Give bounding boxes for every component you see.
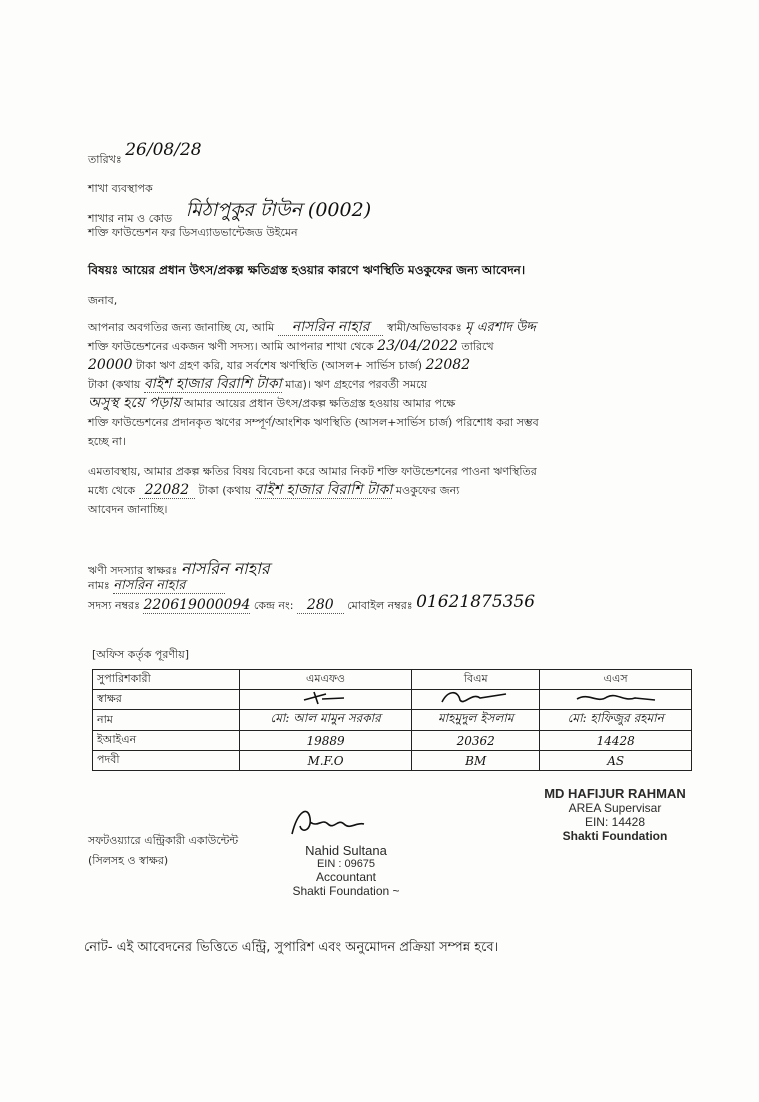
- body-line-2b: তারিখে: [461, 340, 494, 353]
- bm-name: মাহমুদুল ইসলাম: [412, 710, 540, 731]
- p2-line-1: এমতাবস্থায়, আমার প্রকল্প ক্ষতির বিষয় বিবেচনা করে আমার নিকট শক্তি ফাউন্ডেশনের পাওনা ঋণস্থিতির: [88, 465, 537, 478]
- as-signature-mark: [571, 690, 661, 706]
- org-line: শক্তি ফাউন্ডেশন ফর ডিসএ্যাডভান্টেজড উইমেন: [88, 226, 298, 239]
- member-name-value: নাসরিন নাহার: [113, 578, 225, 594]
- accountant-ein: EIN : 09675: [316, 858, 376, 870]
- body-line-1a: আপনার অবগতির জন্য জানাচ্ছি যে, আমি: [88, 321, 275, 334]
- loan-balance-fill: 22082: [425, 357, 471, 373]
- reason-fill: অসুস্থ হয়ে পড়ায়: [88, 395, 181, 411]
- p2-line-3: আবেদন জানাচ্ছি।: [88, 503, 168, 516]
- accountant-signature: [288, 804, 368, 840]
- bm-ein: 20362: [412, 731, 540, 751]
- table-row-designation: [93, 751, 692, 771]
- body-line-4b: মাত্র)। ঋণ গ্রহণের পরবর্তী সময়ে: [285, 378, 428, 391]
- mobile-label: মোবাইল নম্বরঃ: [347, 599, 413, 612]
- body-line-3a: টাকা ঋণ গ্রহণ করি, যার সর্বশেষ ঋণস্থিতি (আসল+ সার্ভিস চার্জ): [136, 359, 423, 372]
- approval-table: [92, 669, 692, 771]
- row-label-name: নাম: [93, 710, 240, 731]
- accountant-label-2: (সিলসহ ও স্বাক্ষর): [88, 854, 169, 867]
- center-label: কেন্দ্র নং:: [253, 599, 294, 612]
- stamp-as-ein: EIN: 14428: [584, 815, 646, 829]
- row-label-designation: পদবী: [93, 751, 240, 771]
- body-line-5a: আমার আয়ের প্রধান উৎস/প্রকল্প ক্ষতিগ্রস্ত হওয়ায় আমার পক্ষে: [184, 397, 456, 410]
- body-line-7: হচ্ছে না।: [88, 435, 126, 448]
- stamp-as-title: AREA Supervisar: [568, 801, 662, 815]
- stamp-as-name: MD HAFIJUR RAHMAN: [544, 786, 686, 801]
- mobile-value: 01621875356: [416, 592, 536, 612]
- accountant-title: Accountant: [315, 870, 377, 884]
- member-signature: নাসরিন নাহার: [180, 559, 270, 578]
- stamp-as-org: Shakti Foundation: [562, 829, 668, 843]
- date-row: [88, 140, 202, 170]
- mfo-name: মো: আল মামুন সরকার: [240, 710, 412, 731]
- col-mfo: এমএফও: [240, 670, 412, 690]
- office-heading: [অফিস কর্তৃক পূরণীয়]: [92, 648, 189, 661]
- as-designation: AS: [540, 751, 692, 771]
- branch-label: শাখার নাম ও কোড: [88, 212, 173, 225]
- col-bm: বিএম: [412, 670, 540, 690]
- body-paragraph-2: [88, 462, 738, 519]
- loan-date-fill: 23/04/2022: [377, 338, 458, 354]
- table-row-signature: [93, 690, 692, 710]
- body-paragraph-1: [88, 318, 738, 451]
- mfo-signature: [240, 690, 412, 710]
- member-id-label: সদস্য নম্বরঃ: [88, 599, 140, 612]
- accountant-label-1: সফটওয়্যারে এন্ট্রিকারী একাউন্টেন্ট: [88, 834, 239, 847]
- mfo-signature-mark: [296, 690, 356, 706]
- branch-value: মিঠাপুকুর টাউন (0002): [185, 199, 372, 221]
- table-row-ein: [93, 731, 692, 751]
- bm-signature-mark: [436, 690, 516, 706]
- p2-line-2b: টাকা (কথায়: [198, 484, 251, 497]
- note-line: নোট- এই আবেদনের ভিত্তিতে এন্ট্রি, সুপারিশ এবং অনুমোদন প্রক্রিয়া সম্পন্ন হবে।: [84, 940, 499, 955]
- member-id-value: 220619000094: [143, 597, 251, 613]
- accountant-org: Shakti Foundation ~: [292, 884, 400, 898]
- guardian-fill: মৃ এরশাদ উদ্দ: [465, 320, 536, 335]
- as-signature: [540, 690, 692, 710]
- bm-designation: BM: [412, 751, 540, 771]
- member-id-row: [88, 594, 535, 616]
- bm-signature: [412, 690, 540, 710]
- p2-line-2a: মধ্যে থেকে: [88, 484, 136, 497]
- accountant-name: Nahid Sultana: [305, 843, 387, 858]
- balance-words-fill: বাইশ হাজার বিরাশি টাকা: [143, 376, 282, 392]
- p2-line-2c: মওকুফের জন্য: [395, 484, 460, 497]
- waiver-amount-fill: 22082: [139, 482, 196, 499]
- member-sig-label: ঋণী সদস্যার স্বাক্ষরঃ: [88, 564, 178, 577]
- subject-line: বিষয়ঃ আয়ের প্রধান উৎস/প্রকল্প ক্ষতিগ্রস্ত হওয়ার কারণে ঋণস্থিতি মওকুফের জন্য আবেদন।: [88, 263, 526, 277]
- body-line-2a: শক্তি ফাউন্ডেশনের একজন ঋণী সদস্য। আমি আপনার শাখা থেকে: [88, 340, 374, 353]
- row-label-ein: ইআইএন: [93, 731, 240, 751]
- waiver-words-fill: বাইশ হাজার বিরাশি টাকা: [254, 482, 393, 498]
- member-name-fill: নাসরিন নাহার: [278, 319, 384, 336]
- accountant-stamp: [276, 843, 416, 898]
- col-as: এএস: [540, 670, 692, 690]
- body-line-6: শক্তি ফাউন্ডেশনের প্রদানকৃত ঋণের সম্পূর্ণ/আংশিক ঋণস্থিতি (আসল+সার্ভিস চার্জ) পরিশোধ করা সম্ভব: [88, 416, 539, 429]
- salutation: জনাব,: [88, 294, 118, 307]
- table-header-row: [93, 670, 692, 690]
- col-recommender: সুপারিশকারী: [93, 670, 240, 690]
- table-row-name: [93, 710, 692, 731]
- area-supervisor-stamp: [520, 786, 710, 843]
- as-ein: 14428: [540, 731, 692, 751]
- manager-label: শাখা ব্যবস্থাপক: [88, 182, 153, 195]
- mfo-designation: M.F.O: [240, 751, 412, 771]
- body-line-1b: স্বামী/অভিভাবকঃ: [386, 321, 462, 334]
- as-name: মো: হাফিজুর রহমান: [540, 710, 692, 731]
- date-value: 26/08/28: [125, 140, 202, 160]
- member-name-label: নামঃ: [88, 579, 110, 592]
- mfo-ein: 19889: [240, 731, 412, 751]
- row-label-signature: স্বাক্ষর: [93, 690, 240, 710]
- date-label: তারিখঃ: [88, 153, 122, 166]
- loan-amount-fill: 20000: [88, 357, 133, 373]
- body-line-4a: টাকা (কথায়: [88, 378, 141, 391]
- center-value: 280: [297, 597, 344, 614]
